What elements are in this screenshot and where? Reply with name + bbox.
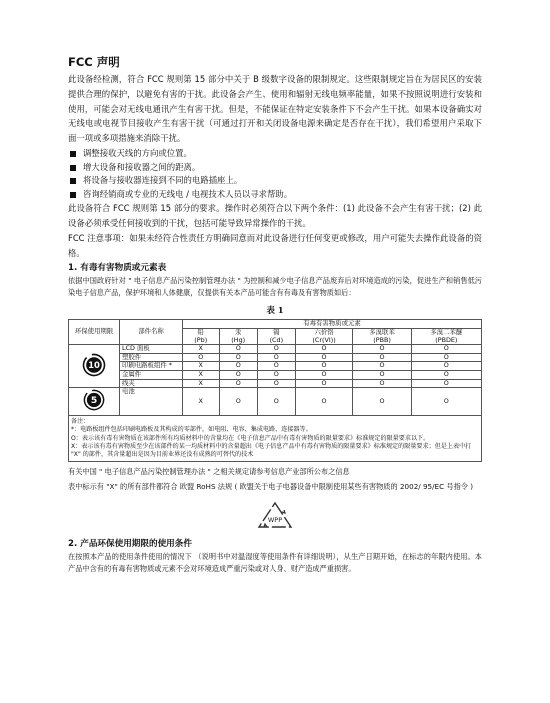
wpp-label: WPP [267, 515, 283, 524]
section-1-heading: 1. 有毒有害物质或元素表 [68, 262, 167, 273]
header-substance: 镉 (Cd) [257, 328, 295, 344]
table-row: 10 LCD 面板 X O O O O O [69, 345, 482, 354]
list-item: 咨询经销商或专业的无线电 / 电视技术人员以寻求帮助。 [68, 188, 482, 202]
wpp-logo [68, 500, 482, 534]
fcc-caution-paragraph: FCC 注意事项：如果未经符合性责任方明确同意而对此设备进行任何变更或修改，用户可能失去操作此设备的资格。 [68, 232, 482, 258]
square-bullet-icon [70, 192, 76, 198]
regulation-reference: 有关中国 " 电子信息产品污染控制管理办法 " 之相关规定请参考信息产业部所公布之信息 [68, 467, 350, 477]
list-item: 将设备与接收器连接到不同的电路插座上。 [68, 174, 482, 188]
table-notes-row [69, 416, 482, 462]
section-1-description: 依据中国政府针对 " 电子信息产品污染控制管理办法 " 为控制和减少电子信息产品废弃后对环境造成的污染，促进生产和销售低污染电子信息产品，保护环境和人体健康，仅提供有关本产品可能含有有毒及有害物质如后： [68, 275, 482, 297]
header-substance-group: 有毒有害物质或元素 [183, 320, 482, 329]
epup-10-icon [82, 353, 106, 377]
square-bullet-icon [70, 151, 76, 157]
table-row: 线夹 X O O O O O [69, 379, 482, 388]
page-title: FCC 声明 [68, 55, 120, 69]
header-substance: 多溴二苯醚 (PBDE) [411, 328, 481, 344]
section-2-heading: 2. 产品环保使用期限的使用条件 [68, 538, 192, 549]
header-substance: 铅 (Pb) [183, 328, 220, 344]
fcc-conditions-paragraph: 此设备符合 FCC 规则第 15 部分的要求。操作时必须符合以下两个条件：(1) 此设备不会产生有害干扰；(2) 此设备必须承受任何接收到的干扰，包括可能导致异常操作的干扰。 [68, 203, 482, 229]
header-part: 部件名称 [120, 320, 183, 345]
header-substance: 汞 (Hg) [219, 328, 257, 344]
square-bullet-icon [70, 178, 76, 184]
table-row: 5 电池 X O O O O O [69, 388, 482, 416]
section-2-body: 在按照本产品的使用条件使用的情况下 （说明书中对温湿度等使用条件有详细说明），从生产日期开始，在标志的年限内使用。本产品中含有的有毒有害物质或元素不会对环境造成严重污染或对人身、财产造成严重损害。 [68, 551, 482, 573]
square-bullet-icon [70, 165, 76, 171]
header-period: 环保使用期限 [69, 320, 120, 345]
table-notes: 备注： *：电路板组件包括印刷电路板及其构成的零部件，如电阻、电容、集成电路、连接器等。 O：表示该有毒有害物质在该部件所有均质材料中的含量均在《电子信息产品中有毒有害物质的限量要求》标准规定的限量要求以下。 X：表示该有毒有害物质至少在该部件的某一均质材料中的含量超出《电子信息产品中有毒有害物质的限量要求》标准规定的限量要求；但是上表中打 "X" 的部件，其含量超出是因为目前业界还没有成熟的可替代的技术 [69, 416, 482, 462]
epup-10-label: 10 [88, 360, 100, 371]
header-substance: 多溴联苯 (PBB) [353, 328, 411, 344]
document-page [68, 55, 482, 575]
table-row: 金属件 X O O O O O [69, 370, 482, 379]
hazardous-substances-table [68, 319, 482, 462]
fcc-intro-paragraph: 此设备经检测，符合 FCC 规则第 15 部分中关于 B 级数字设备的限制规定。这些限制规定旨在为居民区的安装提供合理的保护，以避免有害的干扰。此设备会产生、使用和辐射无线电频率能量，如果不按照说明进行安装和使用，可能会对无线电通讯产生有害干扰。但是，不能保证在特定安装条件下不会产生干扰。如果本设备确实对无线电或电视节目接收产生有害干扰（可通过打开和关闭设备电源来确定是否存在干扰），我们希望用户采取下面一项或多项措施来消除干扰。 [68, 74, 482, 144]
list-item: 调整接收天线的方向或位置。 [68, 147, 482, 161]
epup-5-icon [83, 389, 105, 411]
rohs-statement: 表中标示有 "X" 的所有部件都符合 欧盟 RoHS 法规 ( 欧盟关于电子电器设备中限制使用某些有害物质的 2002/ 95/EC 号指令 ) [68, 481, 474, 491]
header-substance: 六价铬 (Cr(VI)) [295, 328, 353, 344]
interference-measures-list [68, 147, 482, 201]
table-row: 塑胶件 O O O O O O [69, 353, 482, 362]
period-5-cell [69, 388, 120, 416]
wpp-recycle-icon [255, 500, 295, 530]
list-item: 增大设备和接收器之间的距离。 [68, 161, 482, 175]
table-caption: 表 1 [266, 305, 284, 316]
table-row: 印刷电路板组件 * X O O O O O [69, 362, 482, 371]
period-10-cell [69, 345, 120, 388]
epup-5-label: 5 [90, 395, 98, 407]
